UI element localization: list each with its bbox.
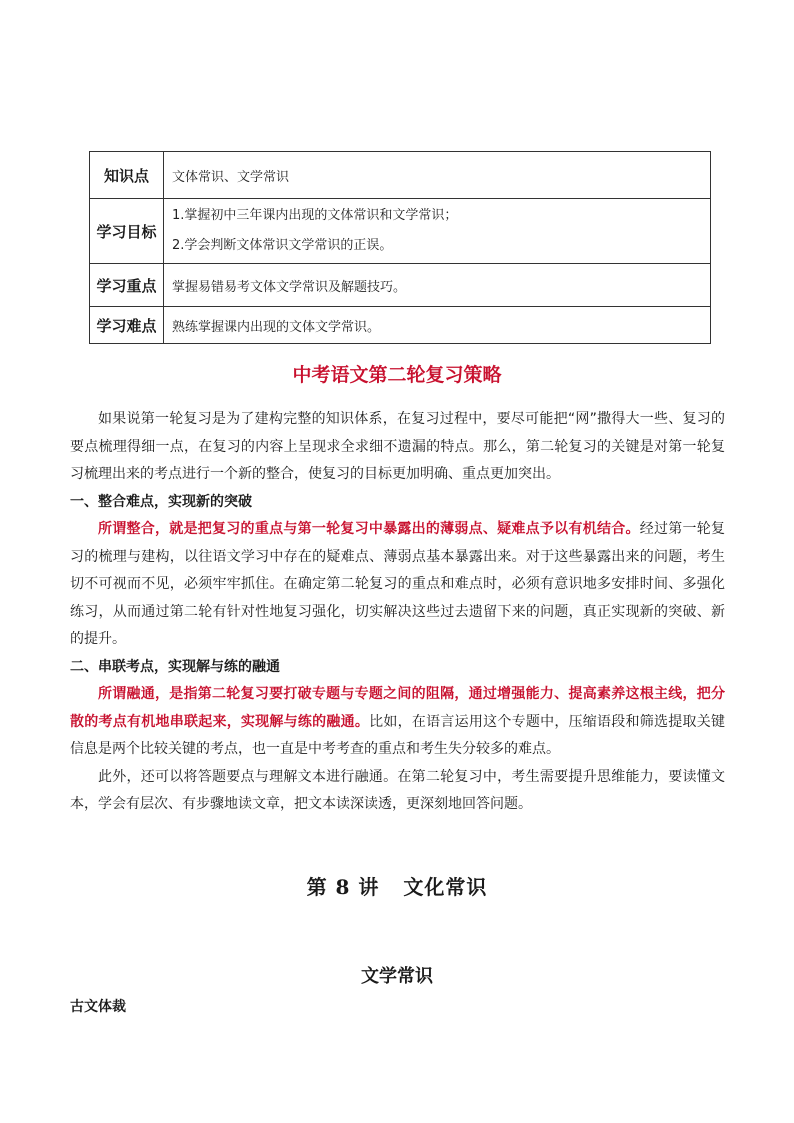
closing-paragraph: 此外，还可以将答题要点与理解文本进行融通。在第二轮复习中，考生需要提升思维能力，要读懂文本，学会有层次、有步骤地读文章，把文本读深读透，更深刻地回答问题。 — [70, 768, 725, 812]
lecture-number: 第 8 讲 — [306, 875, 380, 899]
section-paragraph — [70, 516, 725, 654]
row-value — [164, 199, 711, 264]
table-row — [90, 152, 711, 199]
section-heading: 二、串联考点，实现解与练的融通 — [70, 658, 280, 675]
intro-paragraph: 如果说第一轮复习是为了建构完整的知识体系，在复习过程中，要尽可能把“网”撒得大一些、复习的要点梳理得细一点，在复习的内容上呈现求全求细不遗漏的特点。那么，第二轮复习的关键是对第一轮复习梳理出来的考点进行一个新的整合，使复习的目标更加明确、重点更加突出。 — [70, 411, 725, 482]
row-label: 学习重点 — [90, 264, 164, 307]
section-heading: 一、整合难点，实现新的突破 — [70, 493, 252, 510]
goal-line: 1.掌握初中三年课内出现的文体常识和文学常识； — [172, 208, 458, 223]
table-row — [90, 199, 711, 264]
table-row — [90, 307, 711, 344]
row-label: 学习目标 — [90, 199, 164, 264]
body-text: 经过第一轮复习的梳理与建构，以往语文学习中存在的疑难点、薄弱点基本暴露出来。对于这些暴露出来的问题，考生切不可视而不见，必须牢牢抓住。在确定第二轮复习的重点和难点时，必须有意识地多安排时间、多强化练习，从而通过第二轮有针对性地复习强化，切实解决这些过去遗留下来的问题，真正实现新的突破、新的提升。 — [70, 521, 725, 647]
emphasis-text: 所谓整合，就是把复习的重点与第一轮复习中暴露出的薄弱点、疑难点予以有机结合。 — [98, 521, 640, 537]
row-value: 熟练掌握课内出现的文体文学常识。 — [164, 307, 711, 344]
section-paragraph — [70, 681, 725, 764]
row-value: 掌握易错易考文体文学常识及解题技巧。 — [164, 264, 711, 307]
lesson-info-table — [89, 151, 711, 344]
row-value: 文体常识、文学常识 — [164, 152, 711, 199]
goal-line: 2.学会判断文体常识文学常识的正误。 — [172, 238, 393, 253]
section-title: 文学常识 — [361, 966, 433, 987]
lecture-title — [0, 871, 794, 900]
subsection-heading: 古文体裁 — [70, 999, 126, 1015]
row-label: 知识点 — [90, 152, 164, 199]
emphasis-text: 所谓融通，是指第二轮复习要打破专题与专题之间的阻隔，通过增强能力、提高素养这根主线，把分散的考点有机地串联起来，实现解与练的融通。 — [70, 686, 725, 730]
body-text: 比如，在语言运用这个专题中，压缩语段和筛选提取关键信息是两个比较关键的考点，也一直是中考考查的重点和考生失分较多的难点。 — [70, 713, 726, 757]
row-label: 学习难点 — [90, 307, 164, 344]
lecture-name: 文化常识 — [403, 875, 488, 899]
article-title: 中考语文第二轮复习策略 — [292, 364, 502, 386]
table-row — [90, 264, 711, 307]
article-body — [70, 406, 725, 819]
